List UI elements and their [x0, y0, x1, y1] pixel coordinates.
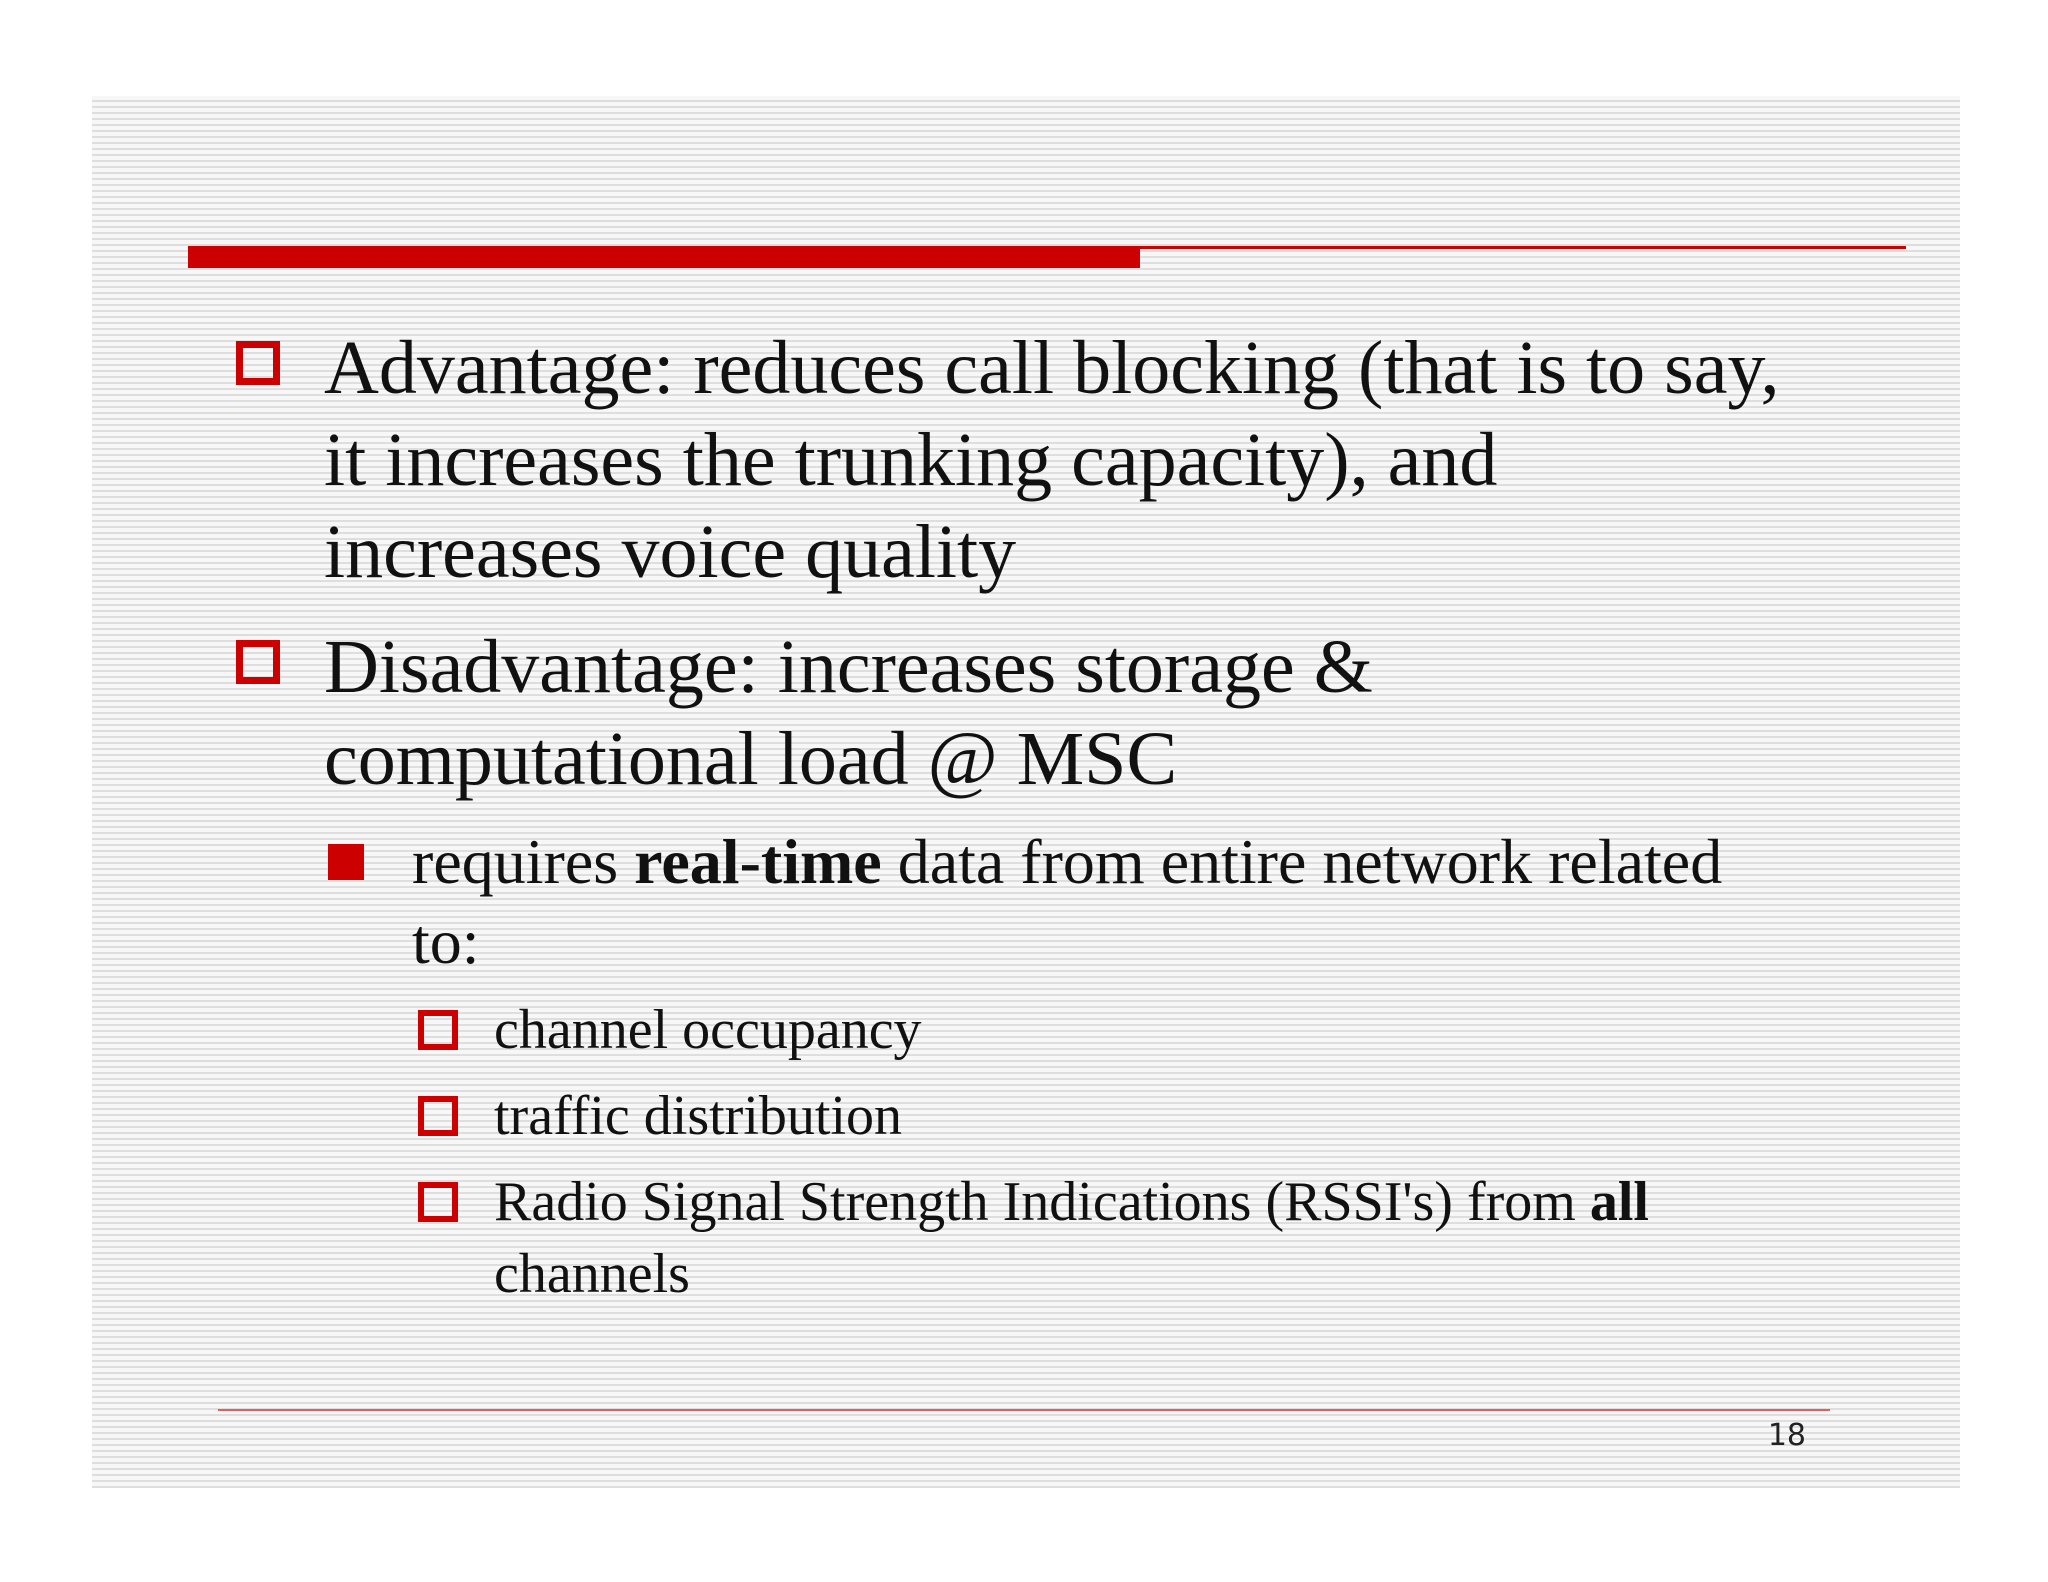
bullet-line: increases voice quality — [324, 510, 1017, 594]
sub-sub-bullet-rssi — [494, 1166, 1649, 1310]
filled-square-bullet-icon — [328, 844, 364, 880]
bullet-line: Disadvantage: increases storage & — [324, 625, 1373, 709]
hollow-square-bullet-icon — [236, 341, 280, 385]
bullet-disadvantage — [324, 621, 1373, 805]
sub-bullet-requires — [412, 822, 1722, 982]
bullet-line: computational load @ MSC — [324, 717, 1178, 801]
bullet-advantage — [324, 322, 1780, 598]
hollow-square-bullet-icon — [418, 1010, 458, 1050]
slide — [92, 96, 1960, 1488]
sub-sub-bullet-line: channels — [494, 1243, 690, 1305]
hollow-square-bullet-icon — [236, 640, 280, 684]
page-number: 18 — [1767, 1418, 1806, 1453]
bold-realtime: real-time — [634, 826, 882, 897]
sub-bullet-line: requires real-time data from entire network related — [412, 826, 1723, 897]
bullet-line: Advantage: reduces call blocking (that is to say, — [324, 326, 1780, 410]
sub-bullet-line: to: — [412, 906, 480, 977]
hollow-square-bullet-icon — [418, 1182, 458, 1222]
sub-sub-bullet-channel-occupancy: channel occupancy — [494, 999, 922, 1061]
bullet-list — [92, 96, 1960, 1488]
bullet-line: it increases the trunking capacity), and — [324, 418, 1498, 502]
sub-sub-bullet-line: Radio Signal Strength Indications (RSSI's) from all — [494, 1171, 1649, 1233]
sub-sub-bullet-traffic-distribution: traffic distribution — [494, 1085, 902, 1147]
hollow-square-bullet-icon — [418, 1096, 458, 1136]
footer-divider — [218, 1409, 1830, 1411]
bold-all: all — [1589, 1171, 1649, 1233]
